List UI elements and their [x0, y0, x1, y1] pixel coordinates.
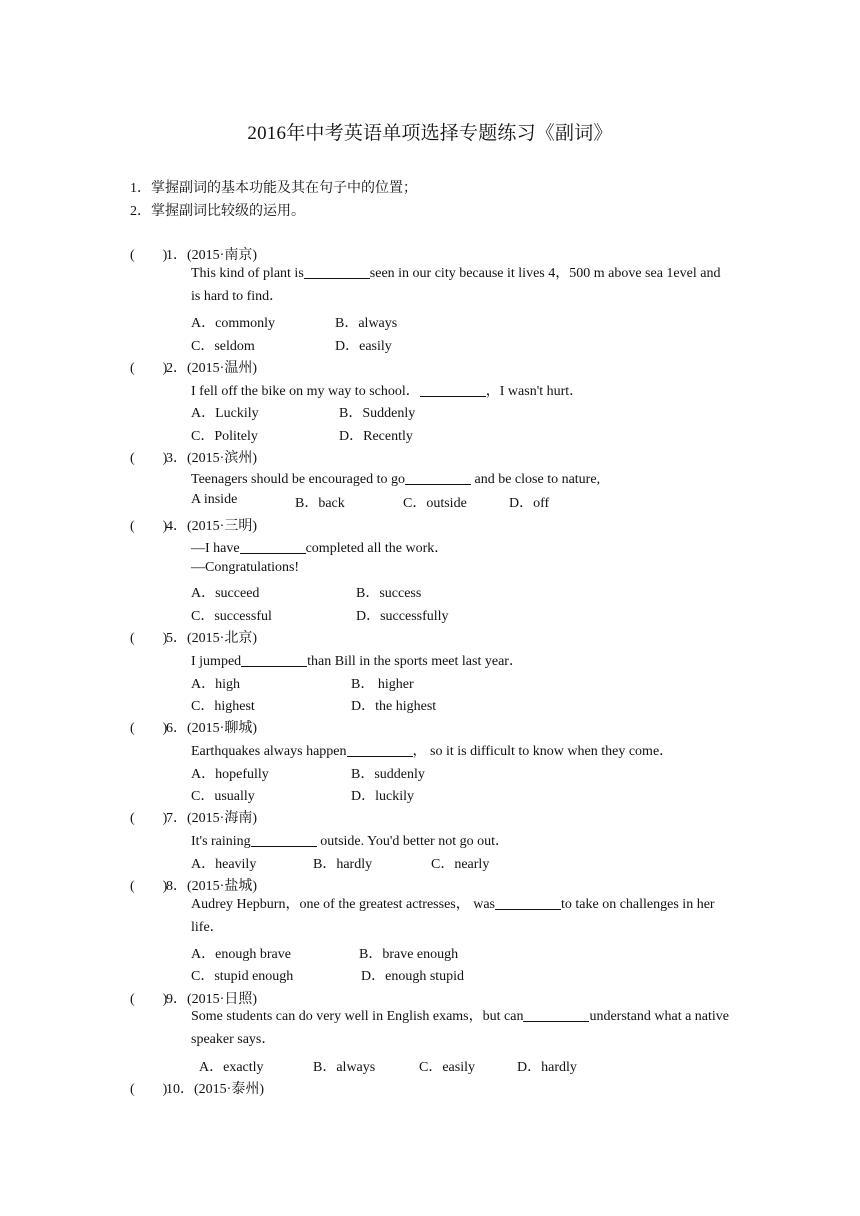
option-b[interactable]: B．brave enough: [359, 947, 459, 962]
question-4-stem-reply: —Congratulations!: [191, 560, 300, 575]
answer-blank[interactable]: [241, 652, 307, 667]
answer-paren: ( ): [130, 248, 168, 263]
option-d[interactable]: D．easily: [335, 339, 392, 354]
question-10-header: ( )10．(2015·泰州): [130, 1082, 264, 1097]
answer-blank[interactable]: [240, 539, 306, 554]
option-c[interactable]: C．outside: [403, 496, 467, 511]
question-1-stem: This kind of plant is seen in our city because it lives 4，500 m above sea 1evel and is hard to find．: [191, 266, 721, 304]
option-a[interactable]: A．exactly: [199, 1060, 264, 1075]
question-6-header: ( )6．(2015·聊城): [130, 721, 257, 736]
answer-blank[interactable]: [304, 264, 370, 279]
option-c[interactable]: C．usually: [191, 789, 255, 804]
answer-blank[interactable]: [405, 470, 471, 485]
question-3-header: ( )3．(2015·滨州): [130, 451, 257, 466]
answer-blank[interactable]: [523, 1007, 589, 1022]
option-d[interactable]: D．luckily: [351, 789, 414, 804]
option-a[interactable]: A．commonly: [191, 316, 275, 331]
answer-blank[interactable]: [495, 895, 561, 910]
question-5-stem: I jumped than Bill in the sports meet last year．: [191, 654, 523, 669]
question-6-stem: Earthquakes always happen ， so it is difficult to know when they come．: [191, 744, 674, 759]
page-title: 2016年中考英语单项选择专题练习《副词》: [247, 123, 613, 144]
option-c[interactable]: C．seldom: [191, 339, 255, 354]
question-7-stem: It's raining outside. You'd better not go out．: [191, 834, 509, 849]
option-a[interactable]: A．hopefully: [191, 767, 269, 782]
option-c[interactable]: C．highest: [191, 699, 255, 714]
question-8-stem: Audrey Hepburn，one of the greatest actresses， was to take on challenges in her life．: [191, 897, 715, 935]
question-9-header: ( )9．(2015·日照): [130, 992, 257, 1007]
option-b[interactable]: B．hardly: [313, 857, 373, 872]
question-1-header: [130, 244, 257, 264]
question-2-stem: I fell off the bike on my way to school． ，I wasn't hurt．: [191, 384, 584, 399]
option-b[interactable]: B．Suddenly: [339, 406, 416, 421]
option-a[interactable]: A inside: [191, 492, 238, 507]
option-a[interactable]: A．Luckily: [191, 406, 259, 421]
option-b[interactable]: B．always: [335, 316, 398, 331]
option-b[interactable]: B．always: [313, 1060, 376, 1075]
objective-1: 1．掌握副词的基本功能及其在句子中的位置；: [130, 181, 417, 196]
option-c[interactable]: C．successful: [191, 609, 272, 624]
question-8-header: ( )8．(2015·盐城): [130, 879, 257, 894]
option-d[interactable]: D．Recently: [339, 429, 413, 444]
option-d[interactable]: D．hardly: [517, 1060, 577, 1075]
option-b[interactable]: B．suddenly: [351, 767, 425, 782]
question-label: 1．(2015·南京): [166, 248, 257, 263]
question-4-header: ( )4．(2015·三明): [130, 519, 257, 534]
option-a[interactable]: A．heavily: [191, 857, 257, 872]
question-7-header: ( )7．(2015·海南): [130, 811, 257, 826]
option-c[interactable]: C．Politely: [191, 429, 258, 444]
question-9-stem: Some students can do very well in English exams，but can understand what a native speaker says．: [191, 1009, 730, 1047]
question-3-stem: Teenagers should be encouraged to go and be close to nature,: [191, 472, 601, 487]
option-c[interactable]: C．stupid enough: [191, 969, 294, 984]
question-5-header: ( )5．(2015·北京): [130, 631, 257, 646]
option-d[interactable]: D．successfully: [356, 609, 449, 624]
option-c[interactable]: C．nearly: [431, 857, 490, 872]
objective-2: 2．掌握副词比较级的运用。: [130, 204, 305, 219]
option-c[interactable]: C．easily: [419, 1060, 475, 1075]
question-2-header: ( )2．(2015·温州): [130, 361, 257, 376]
option-d[interactable]: D．the highest: [351, 699, 437, 714]
option-a[interactable]: A．high: [191, 677, 240, 692]
option-b[interactable]: B． higher: [351, 677, 414, 692]
option-d[interactable]: D．off: [509, 496, 550, 511]
answer-blank[interactable]: [251, 832, 317, 847]
option-b[interactable]: B．back: [295, 496, 345, 511]
question-4-stem: —I have completed all the work．: [191, 541, 449, 556]
option-b[interactable]: B．success: [356, 586, 422, 601]
option-a[interactable]: A．succeed: [191, 586, 260, 601]
answer-blank[interactable]: [420, 382, 486, 397]
answer-blank[interactable]: [347, 742, 413, 757]
option-d[interactable]: D．enough stupid: [361, 969, 465, 984]
option-a[interactable]: A．enough brave: [191, 947, 291, 962]
